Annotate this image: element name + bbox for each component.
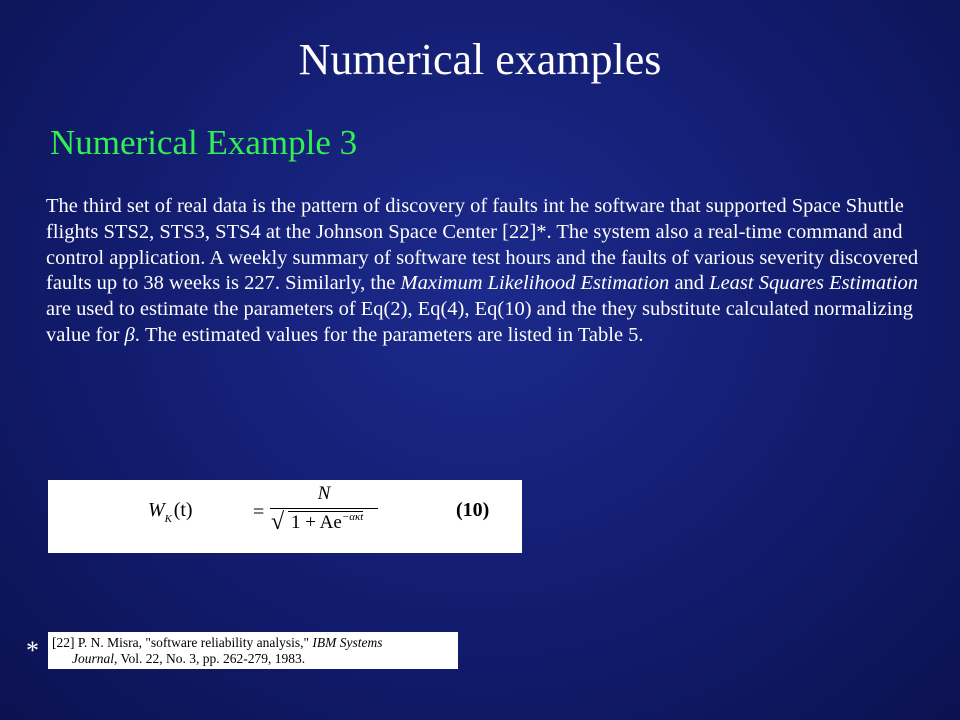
body-text-part1: The third set of real data is the pattern of discovery of faults int he software that supported Space Shuttle flights STS2, STS3, STS4 at the Johnson Space Center [22]*. The system also a real-time command and control application. A weekly summary of software test hours and the faults of various severity discovered faults up to 38 weeks is 227. Similarly, the — [46, 195, 919, 295]
lse-term: Least Squares Estimation — [709, 272, 918, 295]
body-paragraph — [46, 194, 946, 349]
reference-details: , Vol. 22, No. 3, pp. 262-279, 1983. — [114, 651, 306, 666]
equation-denominator-base: 1 + Ae — [291, 512, 342, 533]
equation-image — [48, 480, 522, 553]
equation-lhs-symbol: W — [148, 499, 165, 521]
slide-title: Numerical examples — [298, 35, 662, 84]
reference-journal-part2: Journal — [72, 651, 114, 666]
equation-exponent: −ακt — [341, 511, 364, 523]
body-text-part2: are used to estimate the parameters of Eq(2), Eq(4), Eq(10) and the they substitute calculated normalizing value for — [46, 298, 913, 346]
equation-numerator: N — [317, 483, 331, 504]
beta-symbol: β — [124, 323, 135, 346]
reference-journal-part1: IBM Systems — [312, 635, 383, 650]
slide-subtitle: Numerical Example 3 — [50, 123, 358, 162]
reference-prefix: [22] P. N. Misra, "software reliability analysis," — [52, 635, 313, 650]
equation-lhs — [148, 499, 193, 525]
equation-radicand — [288, 511, 363, 533]
footnote-marker: * — [26, 636, 39, 665]
reference-line-2 — [52, 651, 458, 667]
equation-lhs-arg: (t) — [173, 499, 193, 521]
equation-denominator — [268, 509, 380, 535]
equation-number: (10) — [456, 499, 490, 521]
fraction-bar — [270, 508, 378, 509]
equation-equals: = — [253, 501, 265, 523]
equation-fraction — [268, 483, 380, 534]
mle-term: Maximum Likelihood Estimation — [400, 272, 670, 295]
sqrt-icon: √ — [271, 509, 285, 535]
reference-line-1 — [52, 635, 458, 651]
reference-citation — [48, 632, 458, 669]
body-text-part3: . The estimated values for the parameters are listed in Table 5. — [134, 323, 644, 346]
equation-lhs-subscript: K — [164, 513, 173, 525]
body-text-and: and — [669, 272, 710, 295]
